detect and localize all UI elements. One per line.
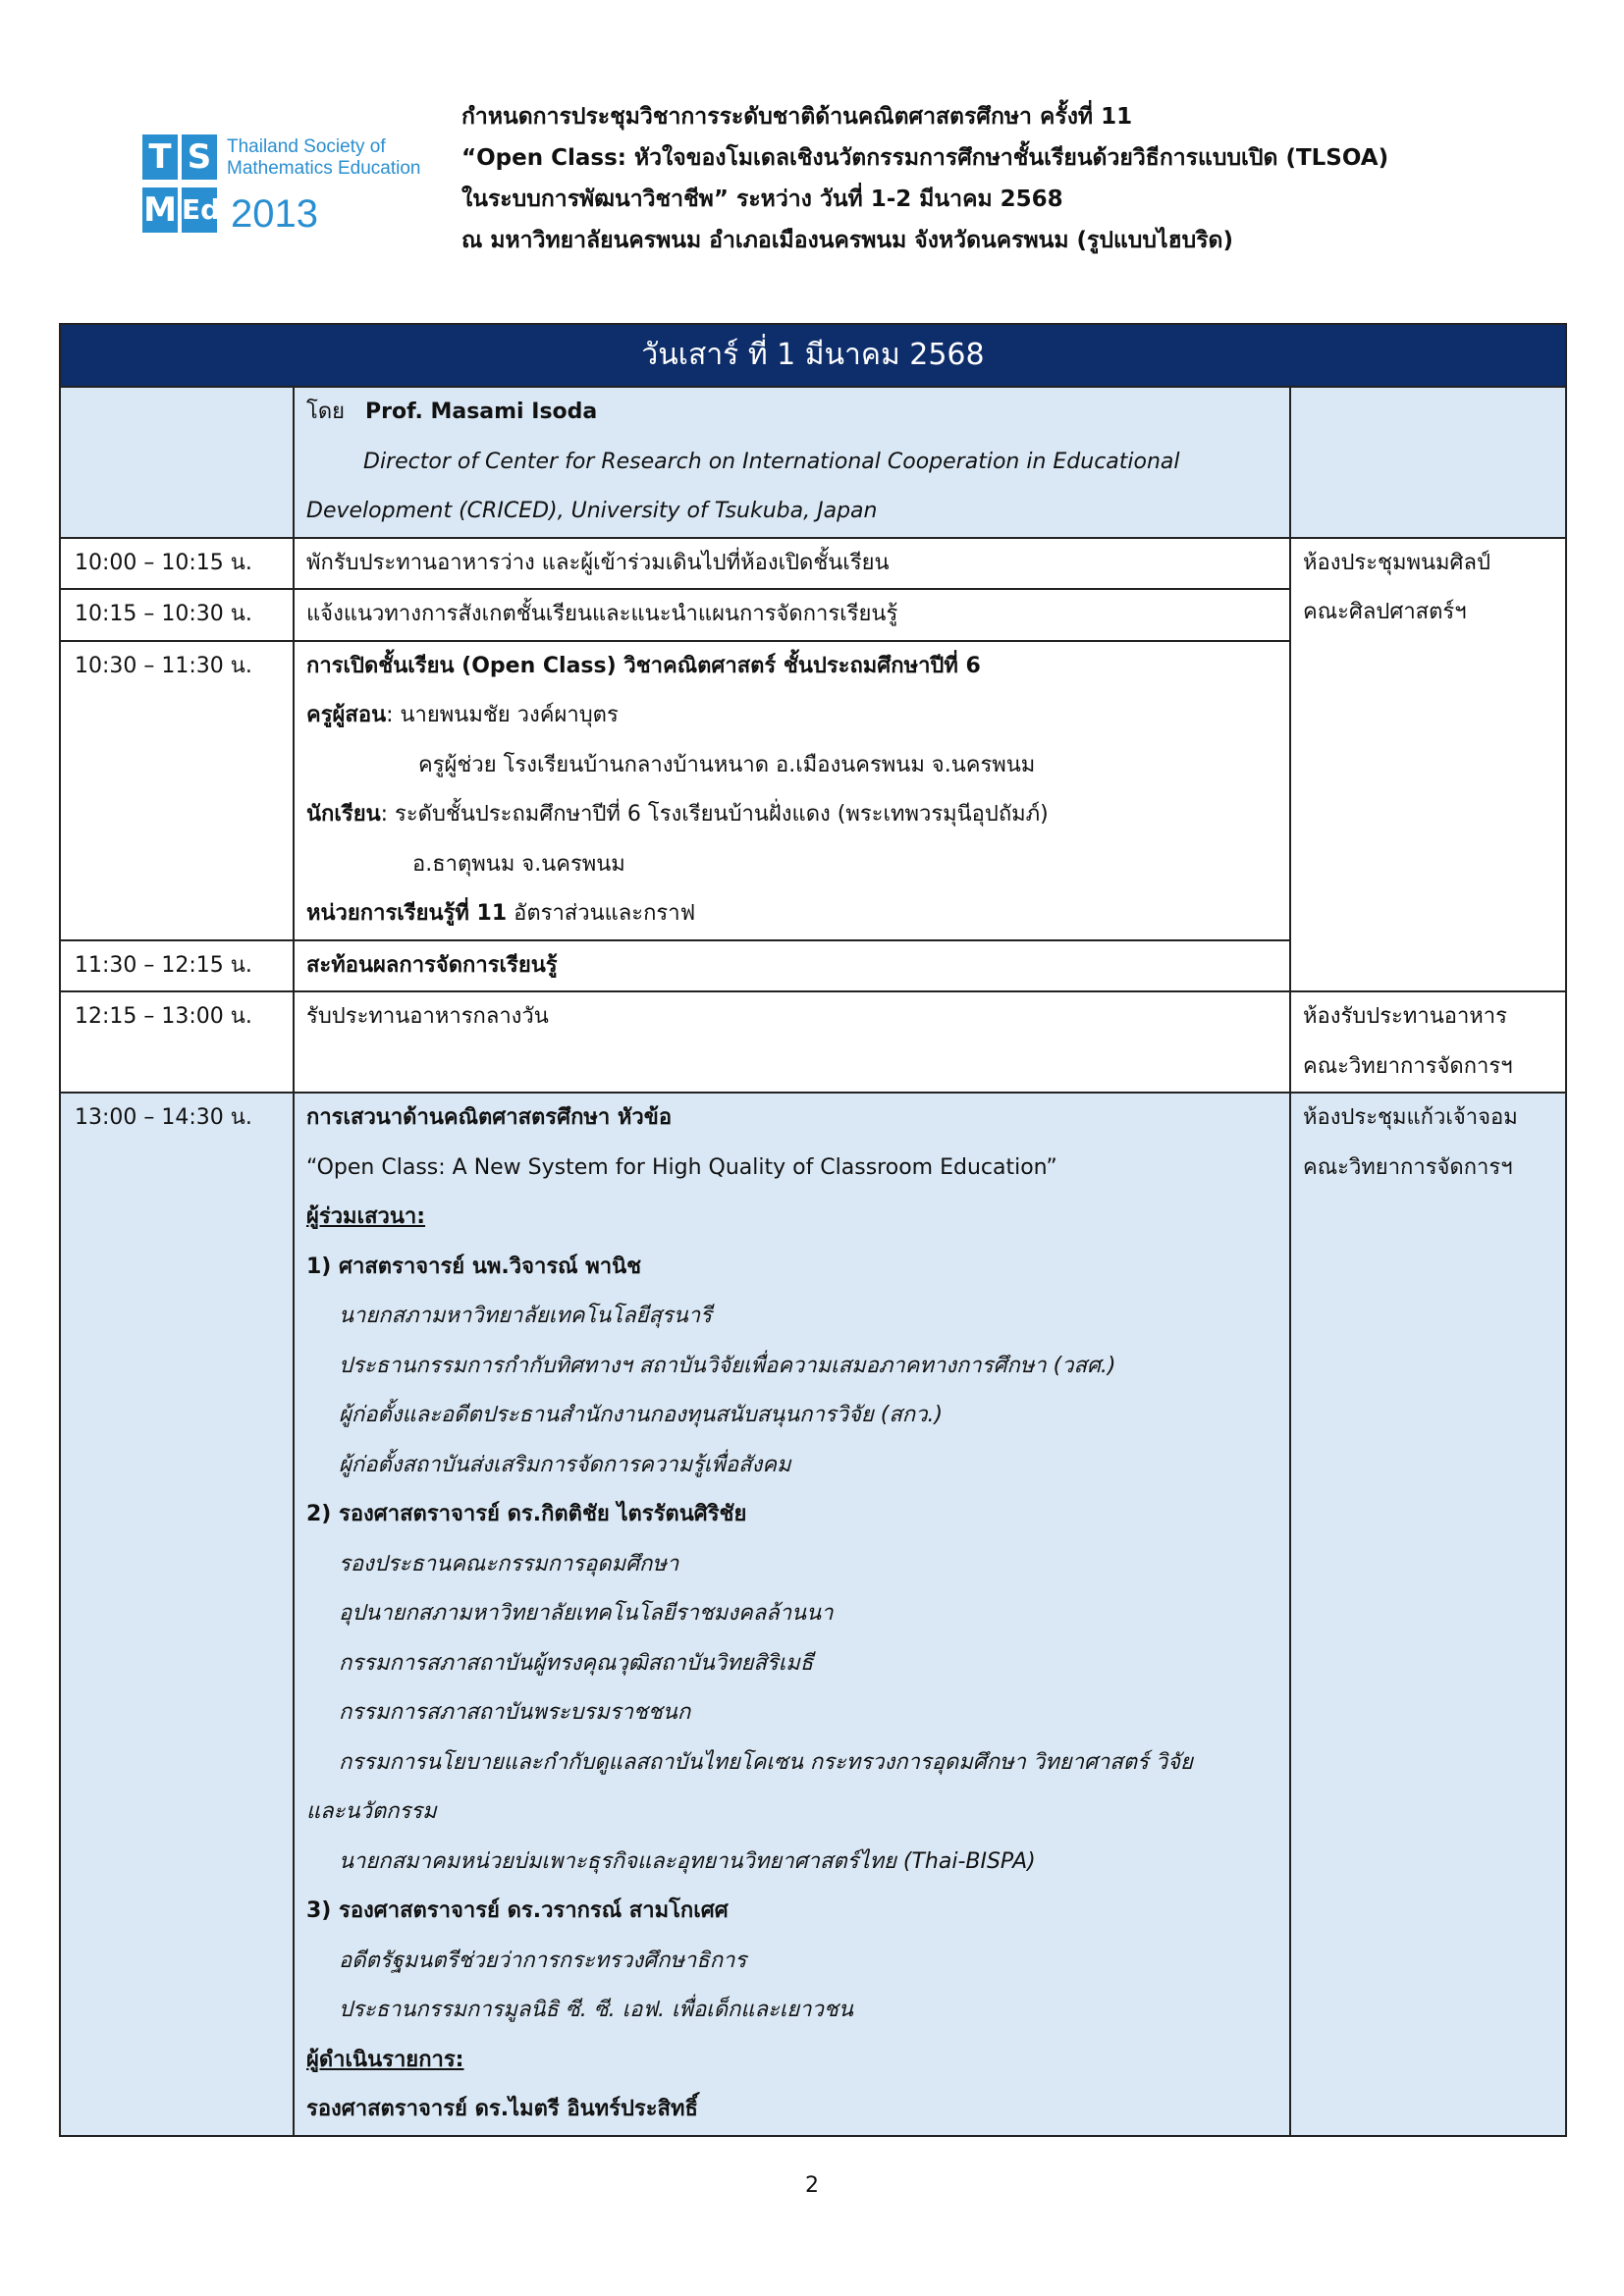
keynote-by-prefix: โดย (306, 400, 345, 424)
keynote-title-line2: Development (CRICED), University of Tsukuba, Japan (306, 499, 878, 523)
panelist-1-name: 1) ศาสตราจารย์ นพ.วิจารณ์ พานิช (306, 1254, 642, 1279)
unit-name: อัตราส่วนและกราฟ (507, 901, 696, 926)
header-line-2: “Open Class: หัวใจของโมเดลเชิงนวัตกรรมการศึกษาชั้นเรียนด้วยวิธีการแบบเปิด (TLSOA) (461, 145, 1389, 171)
student-location: อ.ธาตุพนม จ.นครพนม (412, 851, 625, 877)
panelist-1-role: ผู้ก่อตั้งสถาบันส่งเสริมการจัดการความรู้เพื่อสังคม (339, 1452, 791, 1477)
teacher-label: ครูผู้สอน (306, 703, 387, 727)
panel-room-line1: ห้องประชุมแก้วเจ้าจอม (1303, 1105, 1518, 1130)
panel-room-cell (1290, 1093, 1566, 2136)
room-b-line1: ห้องรับประทานอาหาร (1303, 1004, 1507, 1029)
panelist-2-role: กรรมการสภาสถาบันผู้ทรงคุณวุฒิสถาบันวิทยสิริเมธี (339, 1650, 814, 1676)
activity-cell: รับประทานอาหารกลางวัน (294, 991, 1290, 1093)
logo-tile-t: T (142, 134, 178, 180)
panel-activity-cell (294, 1093, 1290, 2136)
unit-label: หน่วยการเรียนรู้ที่ 11 (306, 901, 508, 926)
panelist-3-role: ประธานกรรมการมูลนิธิ ซี. ซี. เอฟ. เพื่อเด็กและเยาวชน (339, 1998, 853, 2022)
keynote-title-line1: Director of Center for Research on International Cooperation in Educational (363, 449, 1180, 474)
activity-cell: พักรับประทานอาหารว่าง และผู้เข้าร่วมเดินไปที่ห้องเปิดชั้นเรียน (294, 538, 1290, 590)
room-cell-a (1290, 538, 1566, 992)
panelist-2-role: กรรมการสภาสถาบันพระบรมราชชนก (339, 1700, 691, 1725)
schedule-row-break (60, 538, 1566, 590)
panelist-2-role: อุปนายกสภามหาวิทยาลัยเทคโนโลยีราชมงคลล้านนา (339, 1601, 834, 1626)
student-label: นักเรียน (306, 802, 381, 827)
panelist-3-role: อดีตรัฐมนตรีช่วยว่าการกระทรวงศึกษาธิการ (339, 1948, 747, 1973)
time-cell: 10:30 – 11:30 น. (60, 641, 294, 940)
schedule-row-lunch (60, 991, 1566, 1093)
panelists-label: ผู้ร่วมเสวนา: (306, 1204, 426, 1229)
room-a-line2: คณะศิลปศาสตร์ฯ (1303, 600, 1467, 624)
logo-year: 2013 (231, 192, 318, 236)
activity-cell (294, 641, 1290, 940)
time-cell: 10:15 – 10:30 น. (60, 589, 294, 641)
keynote-time-cell (60, 387, 294, 538)
open-class-title: การเปิดชั้นเรียน (Open Class) วิชาคณิตศาสตร์ ชั้นประถมศึกษาปีที่ 6 (306, 653, 981, 678)
room-a-line1: ห้องประชุมพนมศิลป์ (1303, 550, 1490, 575)
teacher-name: : นายพนมชัย วงค์ผาบุตร (386, 703, 619, 727)
keynote-activity-cell (294, 387, 1290, 538)
logo-tile-s: S (182, 134, 217, 180)
moderator-label: ผู้ดำเนินรายการ: (306, 2047, 464, 2072)
time-cell: 11:30 – 12:15 น. (60, 940, 294, 992)
logo-name-line2: Mathematics Education (227, 158, 421, 179)
student-info: : ระดับชั้นประถมศึกษาปีที่ 6 โรงเรียนบ้านฝั่งแดง (พระเทพวรมุนีอุปถัมภ์) (380, 802, 1049, 827)
header-line-1: กำหนดการประชุมวิชาการระดับชาติด้านคณิตศาสตรศึกษา ครั้งที่ 11 (461, 104, 1133, 130)
keynote-speaker: Prof. Masami Isoda (364, 400, 598, 424)
page-number: 2 (805, 2173, 819, 2198)
schedule-row-panel (60, 1093, 1566, 2136)
teacher-role: ครูผู้ช่วย โรงเรียนบ้านกลางบ้านหนาด อ.เมืองนครพนม จ.นครพนม (418, 752, 1036, 777)
tsme-logo (140, 131, 445, 244)
panelist-2-name: 2) รองศาสตราจารย์ ดร.กิตติชัย ไตรรัตนศิริชัย (306, 1502, 747, 1526)
document-header (461, 96, 1551, 261)
panelist-2-role: กรรมการนโยบายและกำกับดูแลสถาบันไทยโคเซน กระทรวงการอุดมศึกษา วิทยาศาสตร์ วิจัย (339, 1749, 1193, 1775)
activity-cell: สะท้อนผลการจัดการเรียนรู้ (294, 940, 1290, 992)
logo-name-line1: Thailand Society of (227, 136, 386, 157)
moderator-name: รองศาสตราจารย์ ดร.ไมตรี อินทร์ประสิทธิ์ (306, 2097, 698, 2121)
time-cell: 12:15 – 13:00 น. (60, 991, 294, 1093)
header-line-4: ณ มหาวิทยาลัยนครพนม อำเภอเมืองนครพนม จังหวัดนครพนม (รูปแบบไฮบริด) (461, 228, 1234, 253)
panelist-3-name: 3) รองศาสตราจารย์ ดร.วรากรณ์ สามโกเศศ (306, 1898, 729, 1923)
panelist-1-role: นายกสภามหาวิทยาลัยเทคโนโลยีสุรนารี (339, 1304, 712, 1328)
time-cell: 13:00 – 14:30 น. (60, 1093, 294, 2136)
panel-room-line2: คณะวิทยาการจัดการฯ (1303, 1154, 1513, 1180)
panelist-1-role: ผู้ก่อตั้งและอดีตประธานสำนักงานกองทุนสนับสนุนการวิจัย (สกว.) (339, 1403, 944, 1427)
activity-cell: แจ้งแนวทางการสังเกตชั้นเรียนและแนะนำแผนการจัดการเรียนรู้ (294, 589, 1290, 641)
panelist-1-role: ประธานกรรมการกำกับทิศทางฯ สถาบันวิจัยเพื่อความเสมอภาคทางการศึกษา (วสศ.) (339, 1353, 1116, 1378)
room-b-line2: คณะวิทยาการจัดการฯ (1303, 1053, 1513, 1079)
day-title: วันเสาร์ ที่ 1 มีนาคม 2568 (60, 324, 1566, 387)
keynote-room-cell (1290, 387, 1566, 538)
panel-title: การเสวนาด้านคณิตศาสตรศึกษา หัวข้อ (306, 1105, 673, 1130)
panelist-2-role: รองประธานคณะกรรมการอุดมศึกษา (339, 1551, 679, 1576)
logo-tile-m: M (142, 187, 178, 233)
panelist-2-role: นายกสมาคมหน่วยบ่มเพาะธุรกิจและอุทยานวิทยาศาสตร์ไทย (Thai-BISPA) (339, 1848, 1036, 1874)
panelist-2-role-cont: และนวัตกรรม (306, 1799, 437, 1824)
header-line-3: ในระบบการพัฒนาวิชาชีพ” ระหว่าง วันที่ 1-2 มีนาคม 2568 (461, 187, 1063, 212)
panel-topic: “Open Class: A New System for High Quality of Classroom Education” (306, 1154, 1057, 1180)
time-cell: 10:00 – 10:15 น. (60, 538, 294, 590)
keynote-row (60, 387, 1566, 538)
room-cell-b (1290, 991, 1566, 1093)
schedule-table (59, 323, 1565, 2137)
logo-tile-ed: Ed (182, 187, 217, 233)
logo-org-name (227, 136, 421, 180)
